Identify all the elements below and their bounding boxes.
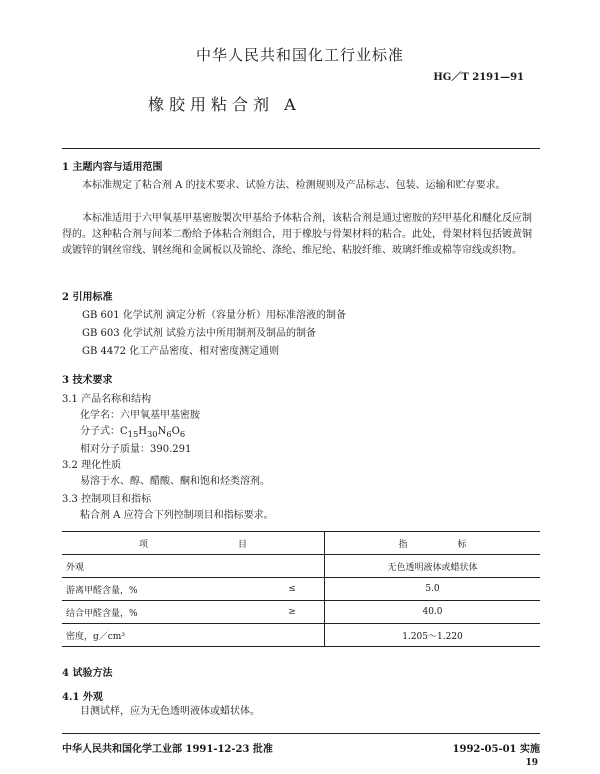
- section-2-heading: 2 引用标准: [62, 292, 113, 303]
- subsection-4-1-heading: 4.1 外观: [62, 692, 103, 703]
- table-row: [62, 578, 540, 601]
- row-item-name: 外观: [62, 555, 260, 578]
- section-1-paragraph-2: 本标准适用于六甲氧基甲基密胺製次甲基给予体粘合剂，该粘合剂是通过密胺的羟甲基化和醚化反应制得的。这种粘合剂与间苯二酚给予体粘合剂组合，用于橡胶与骨架材料的粘合。此处，骨架材料包括镀黄铜或镀锌的钢丝帘线、钢丝绳和金属板以及锦纶、涤纶、维尼纶、粘胶纤维、玻璃纤维或棉等帘线或织物。: [62, 213, 532, 256]
- subsection-3-3-heading: 3.3 控制项目和指标: [62, 494, 152, 505]
- row-value: 5.0: [325, 578, 541, 601]
- row-value: 无色透明液体或蜡状体: [325, 555, 541, 578]
- section-1-paragraph-1: 本标准规定了粘合剂 A 的技术要求、试验方法、检测规则及产品标志、包装、运输和贮存要求。: [82, 180, 506, 191]
- specification-table: [62, 531, 540, 647]
- column-header-item: 项 目: [62, 532, 325, 555]
- subsection-4-1-text: 目测试样，应为无色透明液体或蜡状体。: [80, 706, 260, 717]
- formula-label: 分子式：: [80, 426, 120, 437]
- table-row: [62, 601, 540, 624]
- row-item-name: 游离甲醛含量，%: [62, 578, 260, 601]
- molecular-formula: 分子式：$C_{15}H_{30}N_6O_6$: [80, 426, 186, 439]
- document-title: 橡胶用粘合剂 A: [148, 95, 301, 114]
- table-row: [62, 555, 540, 578]
- row-item-name: 密度，g／cm³: [62, 624, 260, 647]
- section-4-heading: 4 试验方法: [62, 668, 113, 679]
- row-comparator: ≤: [260, 578, 325, 601]
- table-header-row: [62, 532, 540, 555]
- page-number: 19: [525, 758, 538, 768]
- footer-divider: [62, 733, 540, 734]
- row-comparator: [260, 555, 325, 578]
- column-header-index: 指 标: [325, 532, 541, 555]
- row-comparator: [260, 624, 325, 647]
- reference-item: GB 601 化学试剂 滴定分析（容量分析）用标准溶液的制备: [82, 310, 346, 321]
- row-comparator: ≥: [260, 601, 325, 624]
- row-value: 1.205～1.220: [325, 624, 541, 647]
- subsection-3-2-heading: 3.2 理化性质: [62, 460, 122, 471]
- standard-org-title: 中华人民共和国化工行业标准: [195, 46, 404, 64]
- approval-statement: 中华人民共和国化学工业部 1991-12-23 批准: [62, 744, 273, 755]
- subsection-3-2-text: 易溶于水、醇、醋酸、酮和饱和烃类溶剂。: [80, 476, 270, 487]
- reference-item: GB 603 化学试剂 试验方法中所用制剂及制品的制备: [82, 328, 316, 339]
- standard-number: HG／T 2191—91: [433, 72, 524, 83]
- chemical-name: 化学名：六甲氧基甲基密胺: [80, 410, 200, 421]
- reference-item: GB 4472 化工产品密度、相对密度测定通则: [82, 346, 280, 357]
- table-row: [62, 624, 540, 647]
- row-value: 40.0: [325, 601, 541, 624]
- header-divider: [62, 148, 540, 149]
- implementation-date: 1992-05-01 实施: [452, 744, 540, 755]
- molecular-weight: 相对分子质量：390.291: [80, 444, 192, 455]
- section-1-heading: 1 主题内容与适用范围: [62, 162, 163, 173]
- section-3-heading: 3 技术要求: [62, 375, 113, 386]
- subsection-3-1-heading: 3.1 产品名称和结构: [62, 394, 152, 405]
- row-item-name: 结合甲醛含量，%: [62, 601, 260, 624]
- subsection-3-3-text: 粘合剂 A 应符合下列控制项目和指标要求。: [80, 510, 274, 521]
